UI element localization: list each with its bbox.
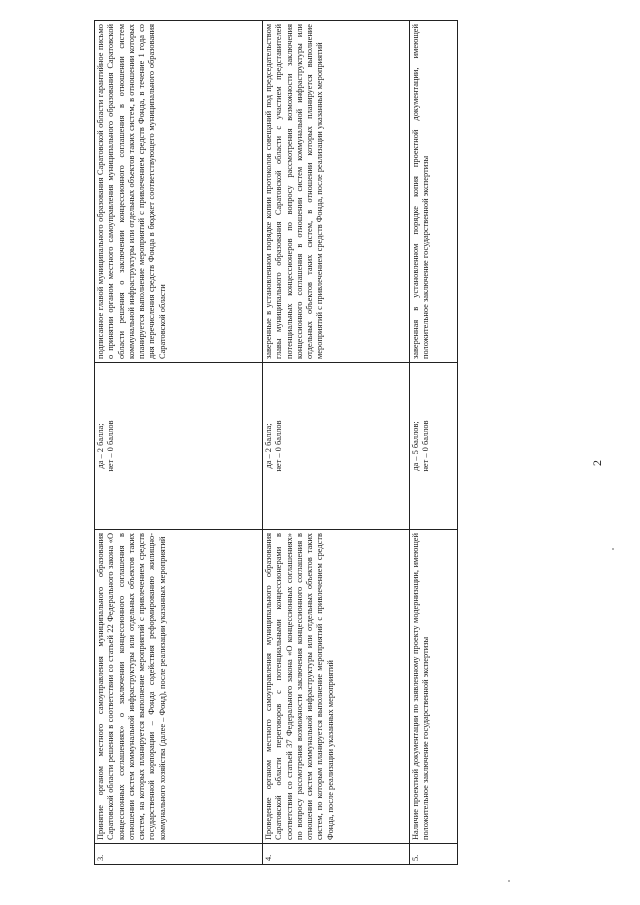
document-text: заверенные в установленном порядке копии протоколов совещаний под председательством главы муниципального образования Саратовской области с участием представителей потенциальных концессионеров по вопросу рассмотрения возможности заключения концессионного соглашения в отношении систем коммунальной инфраструктуры или отдельных объектов таких систем, в отношении которых планируется выполнение мероприятий с привлечением средств Фонда, после реализации указанных мероприятий xyxy=(263,21,410,363)
criterion-text: Принятие органом местного самоуправления муниципального образования Саратовской области решения в соответствии со статьей 22 Федерального закона «О концессионных соглашениях» о заключении концессионного соглашения в отношении систем коммунальной инфраструктуры или отдельных объектов таких систем, на которых планируется выполнение мероприятий с привлечением средств государственной корпорации – Фонда содействия реформированию жилищно-коммунального хозяйства (далее – Фонд), после реализации указанных мероприятий xyxy=(95,530,263,844)
score-yes: да – 2 балла; xyxy=(264,423,273,469)
score-cell xyxy=(410,363,458,530)
score-no: нет – 0 баллов xyxy=(106,420,116,472)
document-text: подписанное главой муниципального образования Саратовской области гарантийное письмо о принятии органом местного самоуправления муниципального образования Саратовской области решения о заключении концессионного соглашения в отношении систем коммунальной инфраструктуры или отдельных объектов таких систем, в отношении которых планируется выполнение мероприятий с привлечением средств Фонда, в течение 1 года со дня перечисления средств Фонда в бюджет соответствующего муниципального образования Саратовской области xyxy=(95,21,263,363)
table-row xyxy=(410,21,458,865)
score-yes: да – 5 баллов; xyxy=(411,421,420,471)
score-yes: да – 2 балла; xyxy=(96,423,105,469)
row-number: 5. xyxy=(410,844,458,865)
table-row xyxy=(95,21,263,865)
document-text: заверенная в установленном порядке копия проектной документации, имеющей положительное заключение государственной экспертизы xyxy=(410,21,458,363)
criteria-table xyxy=(94,20,458,865)
score-cell xyxy=(263,363,410,530)
criterion-text: Проведение органом местного самоуправления муниципального образования Саратовской области переговоров с потенциальными концессионерами в соответствии со статьей 37 Федерального закона «О концессионных соглашениях» по вопросу рассмотрения возможности заключения концессионного соглашения в отношении систем коммунальной инфраструктуры или отдельных объектов таких систем, по которым планируется выполнение мероприятий с привлечением средств Фонда, после реализации указанных мероприятий xyxy=(263,530,410,844)
table-row xyxy=(263,21,410,865)
page-number: 2 xyxy=(590,460,604,466)
criterion-text: Наличие проектной документации по заявленному проекту модернизации, имеющей положительное заключение государственной экспертизы xyxy=(410,530,458,844)
row-number: 4. xyxy=(263,844,410,865)
row-number: 3. xyxy=(95,844,263,865)
score-cell xyxy=(95,363,263,530)
score-no: нет – 0 баллов xyxy=(274,420,284,472)
score-no: нет – 0 баллов xyxy=(421,420,431,472)
